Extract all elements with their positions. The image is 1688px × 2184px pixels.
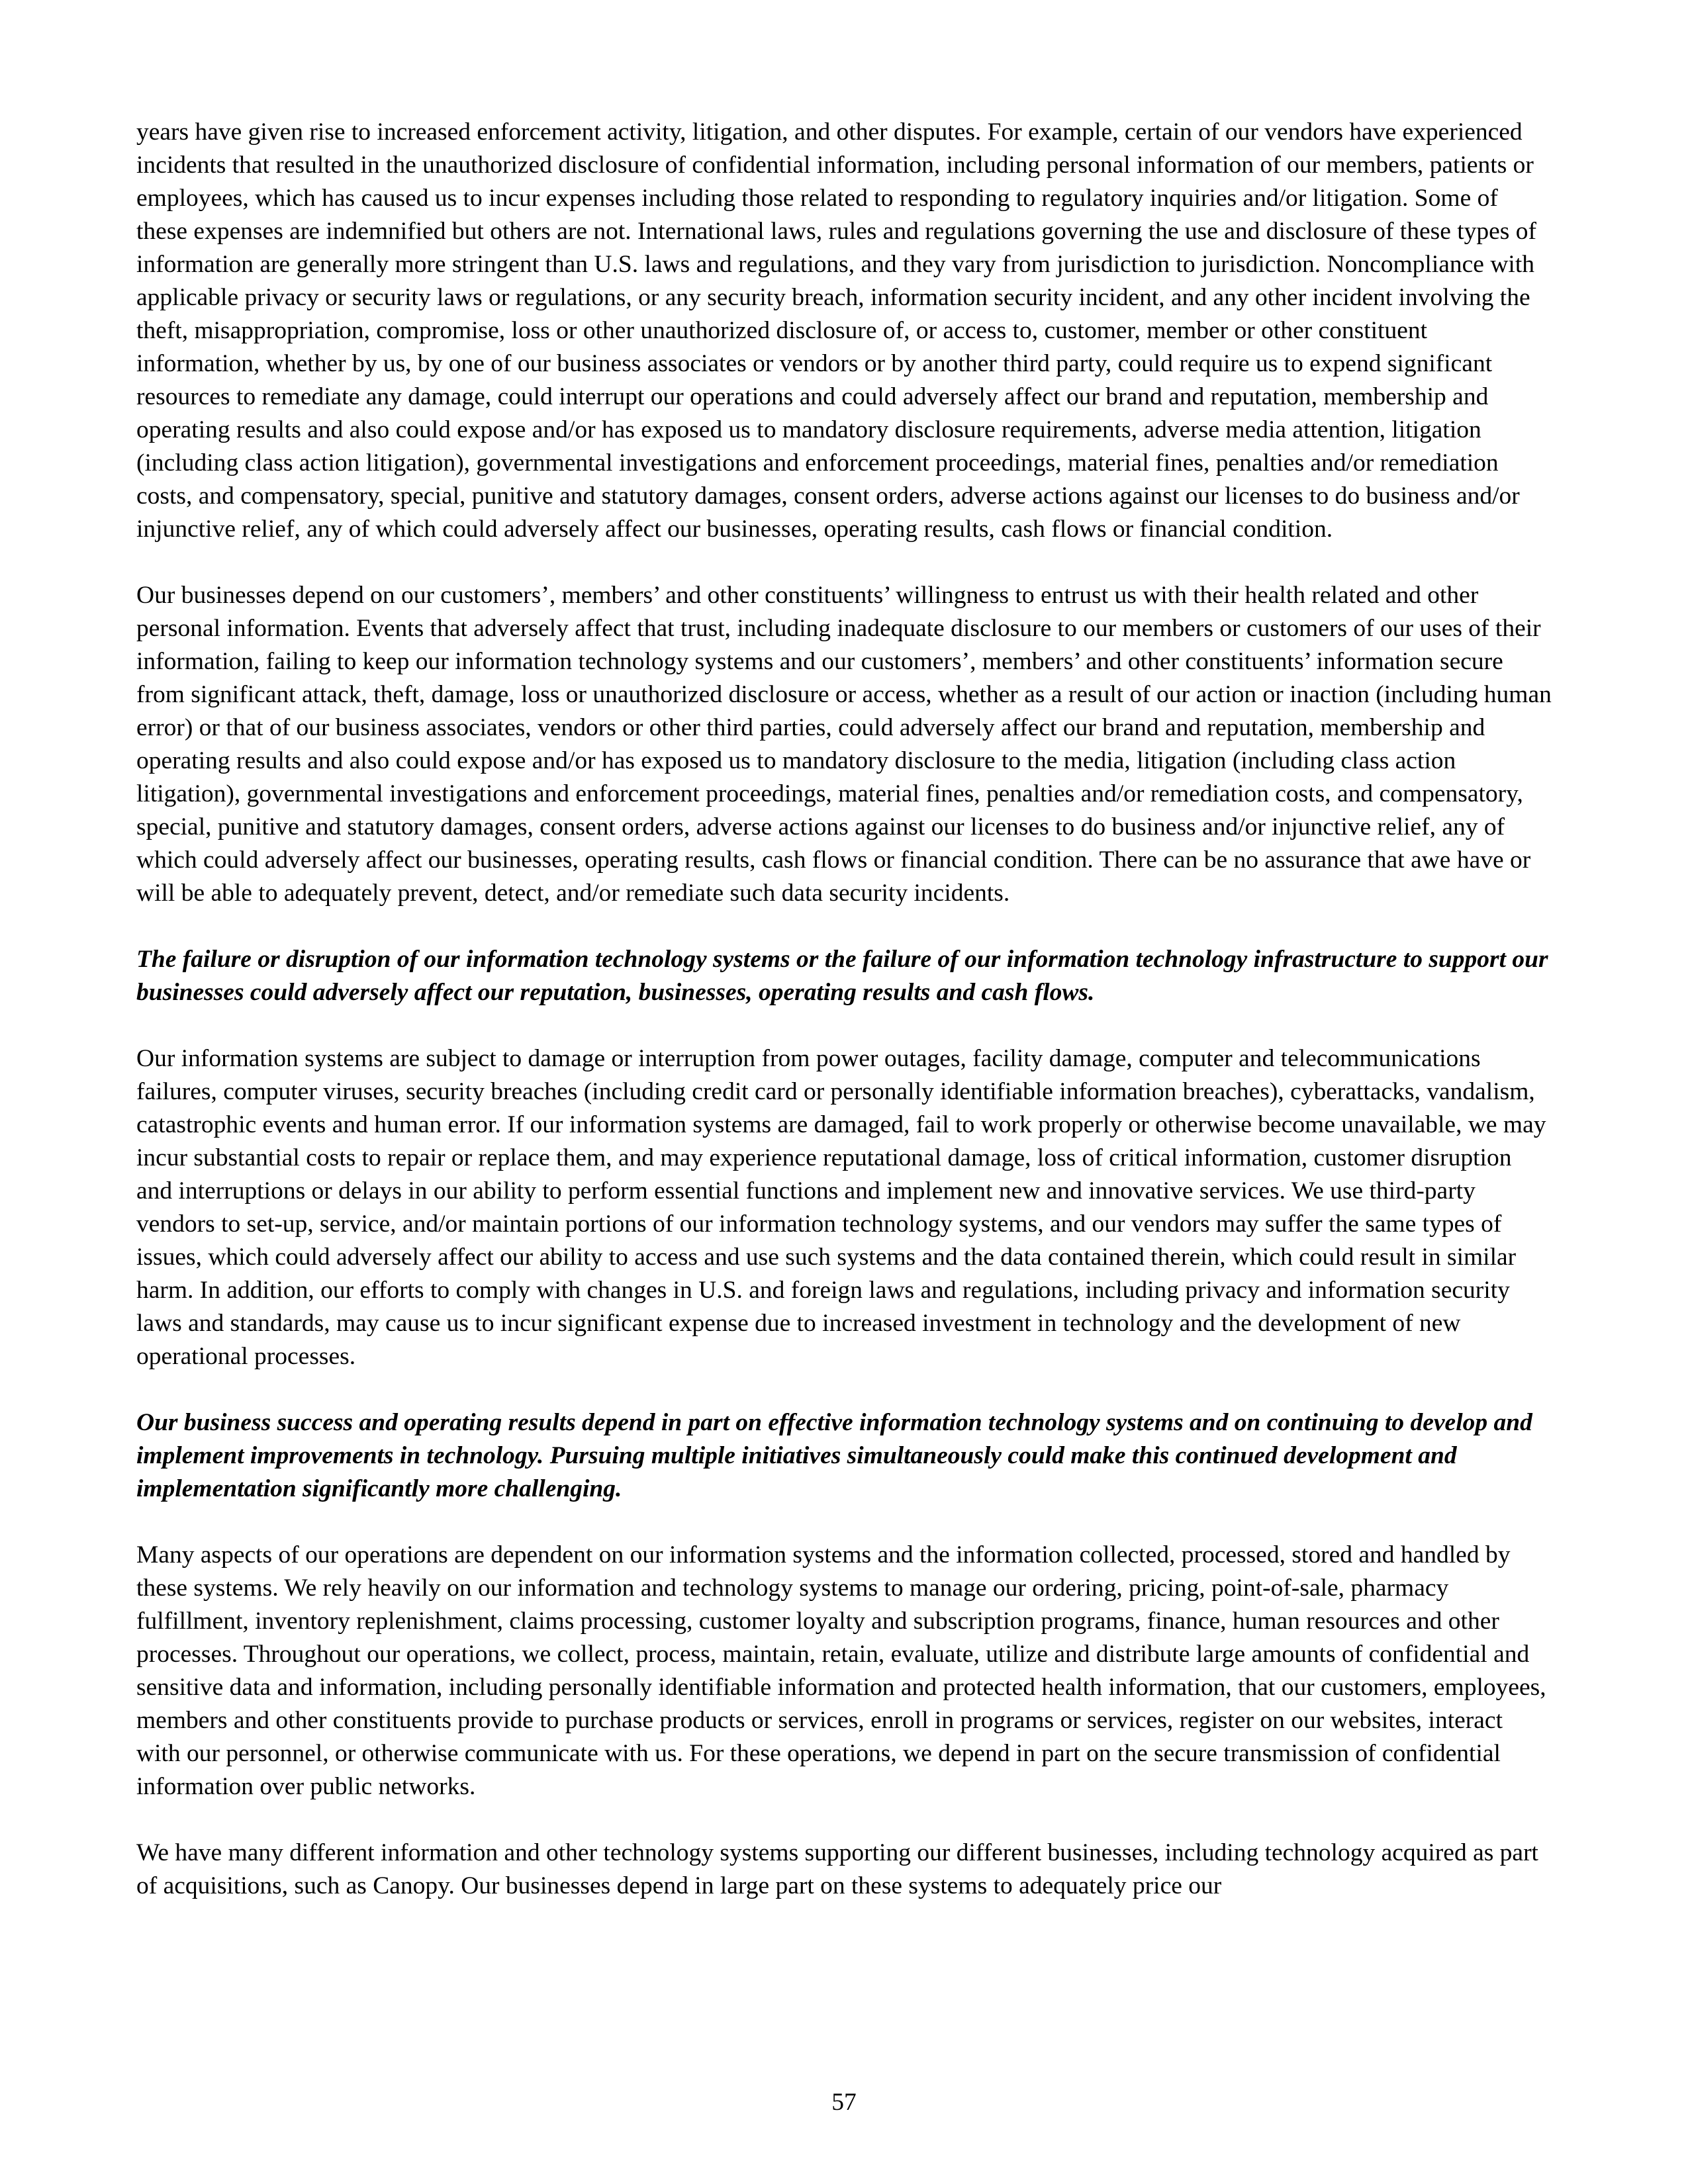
paragraph-information-systems-damage: Our information systems are subject to damage or interruption from power outages, facility damage, computer and telecommunications failures, computer viruses, security breaches (including credit card or personally identifiable information breaches), cyberattacks, vandalism, catastrophic events and human error. If our information systems are damaged, fail to work properly or otherwise become unavailable, we may incur substantial costs to repair or replace them, and may experience reputational damage, loss of critical information, customer disruption and interruptions or delays in our ability to perform essential functions and implement new and innovative services. We use third-party vendors to set-up, service, and/or maintain portions of our information technology systems, and our vendors may suffer the same types of issues, which could adversely affect our ability to access and use such systems and the data contained therein, which could result in similar harm. In addition, our efforts to comply with changes in U.S. and foreign laws and regulations, including privacy and information security laws and standards, may cause us to incur significant expense due to increased investment in technology and the development of new operational processes. [136, 1045, 1546, 1370]
paragraph-operations-dependence: Many aspects of our operations are dependent on our information systems and the information collected, processed, stored and handled by these systems. We rely heavily on our information and technology systems to manage our ordering, pricing, point-of-sale, pharmacy fulfillment, inventory replenishment, claims processing, customer loyalty and subscription programs, finance, human resources and other processes. Throughout our operations, we collect, process, maintain, retain, evaluate, utilize and distribute large amounts of confidential and sensitive data and information, including personally identifiable information and protected health information, that our customers, employees, members and other constituents provide to purchase products or services, enroll in programs or services, register on our websites, interact with our personnel, or otherwise communicate with us. For these operations, we depend in part on the secure transmission of confidential information over public networks. [136, 1541, 1546, 1800]
paragraph-customer-trust: Our businesses depend on our customers’, members’ and other constituents’ willingness to entrust us with their health related and other personal information. Events that adversely affect that trust, including inadequate disclosure to our members or customers of our uses of their information, failing to keep our information technology systems and our customers’, members’ and other constituents’ information secure from significant attack, theft, damage, loss or unauthorized disclosure or access, whether as a result of our action or inaction (including human error) or that of our business associates, vendors or other third parties, could adversely affect our brand and reputation, membership and operating results and also could expose and/or has exposed us to mandatory disclosure to the media, litigation (including class action litigation), governmental investigations and enforcement proceedings, material fines, penalties and/or remediation costs, and compensatory, special, punitive and statutory damages, consent orders, adverse actions against our licenses to do business and/or injunctive relief, any of which could adversely affect our businesses, operating results, cash flows or financial condition. There can be no assurance that awe have or will be able to adequately prevent, detect, and/or remediate such data security incidents. [136, 582, 1552, 907]
risk-heading-it-systems-failure: The failure or disruption of our information technology systems or the failure of our information technology infrastructure to support our businesses could adversely affect our reputation, businesses, operating results and cash flows. [136, 946, 1548, 1006]
paragraph-data-security-enforcement: years have given rise to increased enforcement activity, litigation, and other disputes. For example, certain of our vendors have experienced incidents that resulted in the unauthorized disclosure of confidential information, including personal information of our members, patients or employees, which has caused us to incur expenses including those related to responding to regulatory inquiries and/or litigation. Some of these expenses are indemnified but others are not. International laws, rules and regulations governing the use and disclosure of these types of information are generally more stringent than U.S. laws and regulations, and they vary from jurisdiction to jurisdiction. Noncompliance with applicable privacy or security laws or regulations, or any security breach, information security incident, and any other incident involving the theft, misappropriation, compromise, loss or other unauthorized disclosure of, or access to, customer, member or other constituent information, whether by us, by one of our business associates or vendors or by another third party, could require us to expend significant resources to remediate any damage, could interrupt our operations and could adversely affect our brand and reputation, membership and operating results and also could expose and/or has exposed us to mandatory disclosure requirements, adverse media attention, litigation (including class action litigation), governmental investigations and enforcement proceedings, material fines, penalties and/or remediation costs, and compensatory, special, punitive and statutory damages, consent orders, adverse actions against our licenses to do business and/or injunctive relief, any of which could adversely affect our businesses, operating results, cash flows or financial condition. [136, 118, 1536, 543]
paragraph-technology-systems-canopy: We have many different information and other technology systems supporting our different businesses, including technology acquired as part of acquisitions, such as Canopy. Our businesses depend in large part on these systems to adequately price our [136, 1839, 1538, 1899]
document-page [136, 116, 1553, 1936]
risk-heading-technology-improvements: Our business success and operating results depend in part on effective information technology systems and on continuing to develop and implement improvements in technology. Pursuing multiple initiatives simultaneously could make this continued development and implementation significantly more challenging. [136, 1409, 1532, 1502]
page-number: 57 [831, 2089, 857, 2116]
